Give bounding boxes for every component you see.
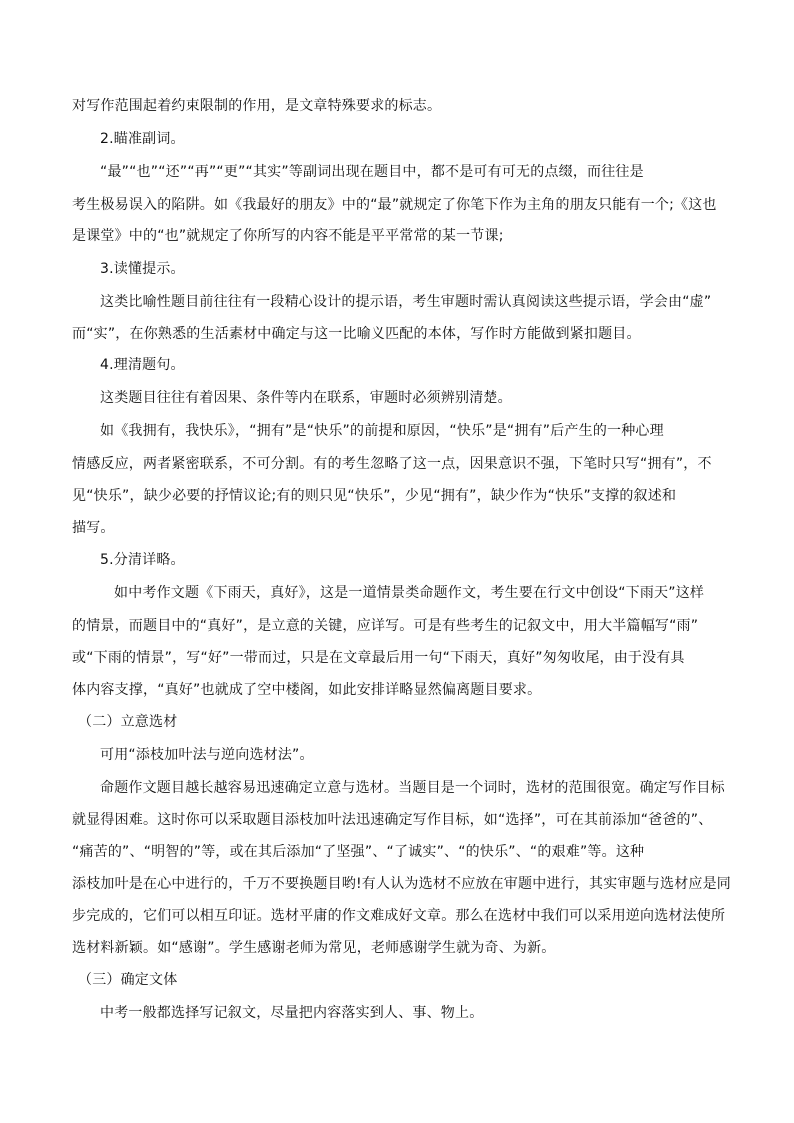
heading-clarify-sentence: 4.理清题句。 xyxy=(100,357,185,373)
paragraph-line: 就显得困难。这时你可以采取题目添枝加叶法迅速确定写作目标，如“选择”，可在其前添加“爸爸的”、 xyxy=(72,812,713,828)
heading-detail-brief: 5.分清详略。 xyxy=(100,552,185,568)
paragraph-line: 描写。 xyxy=(72,520,115,536)
paragraph-line: 步完成的，它们可以相互印证。选材平庸的作文难成好文章。那么在选材中我们可以采用逆向选材法使所 xyxy=(72,908,726,924)
paragraph-line: 而“实”，在你熟悉的生活素材中确定与这一比喻义匹配的本体，写作时方能做到紧扣题目。 xyxy=(72,326,641,342)
paragraph-line: 考生极易误入的陷阱。如《我最好的朋友》中的“最”就规定了你笔下作为主角的朋友只能有一个;《这也 xyxy=(72,197,717,213)
paragraph-line: 添枝加叶是在心中进行的，千万不要换题目哟!有人认为选材不应放在审题中进行，其实审题与选材应是同 xyxy=(72,876,732,892)
paragraph-line: 体内容支撑，“真好”也就成了空中楼阁，如此安排详略显然偏离题目要求。 xyxy=(72,682,542,698)
paragraph-line: 是课堂》中的“也”就规定了你所写的内容不能是平平常常的某一节课; xyxy=(72,228,504,244)
paragraph-line: 命题作文题目越长越容易迅速确定立意与选材。当题目是一个词时，选材的范围很宽。确定写作目标 xyxy=(100,780,725,796)
paragraph-line: 这类比喻性题目前往往有一段精心设计的提示语，考生审题时需认真阅读这些提示语，学会由“虚” xyxy=(100,294,712,310)
paragraph-line: 对写作范围起着约束限制的作用，是文章特殊要求的标志。 xyxy=(72,98,442,114)
paragraph-line: 如《我拥有，我快乐》，“拥有”是“快乐”的前提和原因，“快乐”是“拥有”后产生的一种心理 xyxy=(100,423,664,439)
paragraph-line: 这类题目往往有着因果、条件等内在联系，审题时必须辨别清楚。 xyxy=(100,390,512,406)
paragraph-line: 见“快乐”，缺少必要的抒情议论;有的则只见“快乐”，少见“拥有”，缺少作为“快乐”支撑的叙述和 xyxy=(72,488,677,504)
paragraph-line: 中考一般都选择写记叙文，尽量把内容落实到人、事、物上。 xyxy=(100,1005,484,1021)
section-heading-topic-material: （二）立意选材 xyxy=(78,714,178,730)
heading-aim-adverbs: 2.瞄准副词。 xyxy=(100,131,185,147)
paragraph-line: 可用“添枝加叶法与逆向选材法”。 xyxy=(100,747,314,763)
heading-read-prompts: 3.读懂提示。 xyxy=(100,261,185,277)
paragraph-line: “痛苦的”、“明智的”等，或在其后添加“了坚强”、“了诚实”、“的快乐”、“的艰难”等。这种 xyxy=(72,844,645,860)
paragraph-line: 或“下雨的情景”，写“好”一带而过，只是在文章最后用一句“下雨天，真好”匆匆收尾，由于没有具 xyxy=(72,650,685,666)
paragraph-line: 选材料新颖。如“感谢”。学生感谢老师为常见，老师感谢学生就为奇、为新。 xyxy=(72,940,556,956)
paragraph-line: 情感反应，两者紧密联系，不可分割。有的考生忽略了这一点，因果意识不强，下笔时只写“拥有”，不 xyxy=(72,456,712,472)
paragraph-line: “最”“也”“还”“再”“更”“其实”等副词出现在题目中，都不是可有可无的点缀，而往往是 xyxy=(100,164,644,180)
section-heading-genre: （三）确定文体 xyxy=(78,972,178,988)
paragraph-line: 如中考作文题《下雨天，真好》，这是一道情景类命题作文，考生要在行文中创设“下雨天”这样 xyxy=(114,585,705,601)
paragraph-line: 的情景，而题目中的“真好”，是立意的关键，应详写。可是有些考生的记叙文中，用大半篇幅写“雨” xyxy=(72,618,699,634)
